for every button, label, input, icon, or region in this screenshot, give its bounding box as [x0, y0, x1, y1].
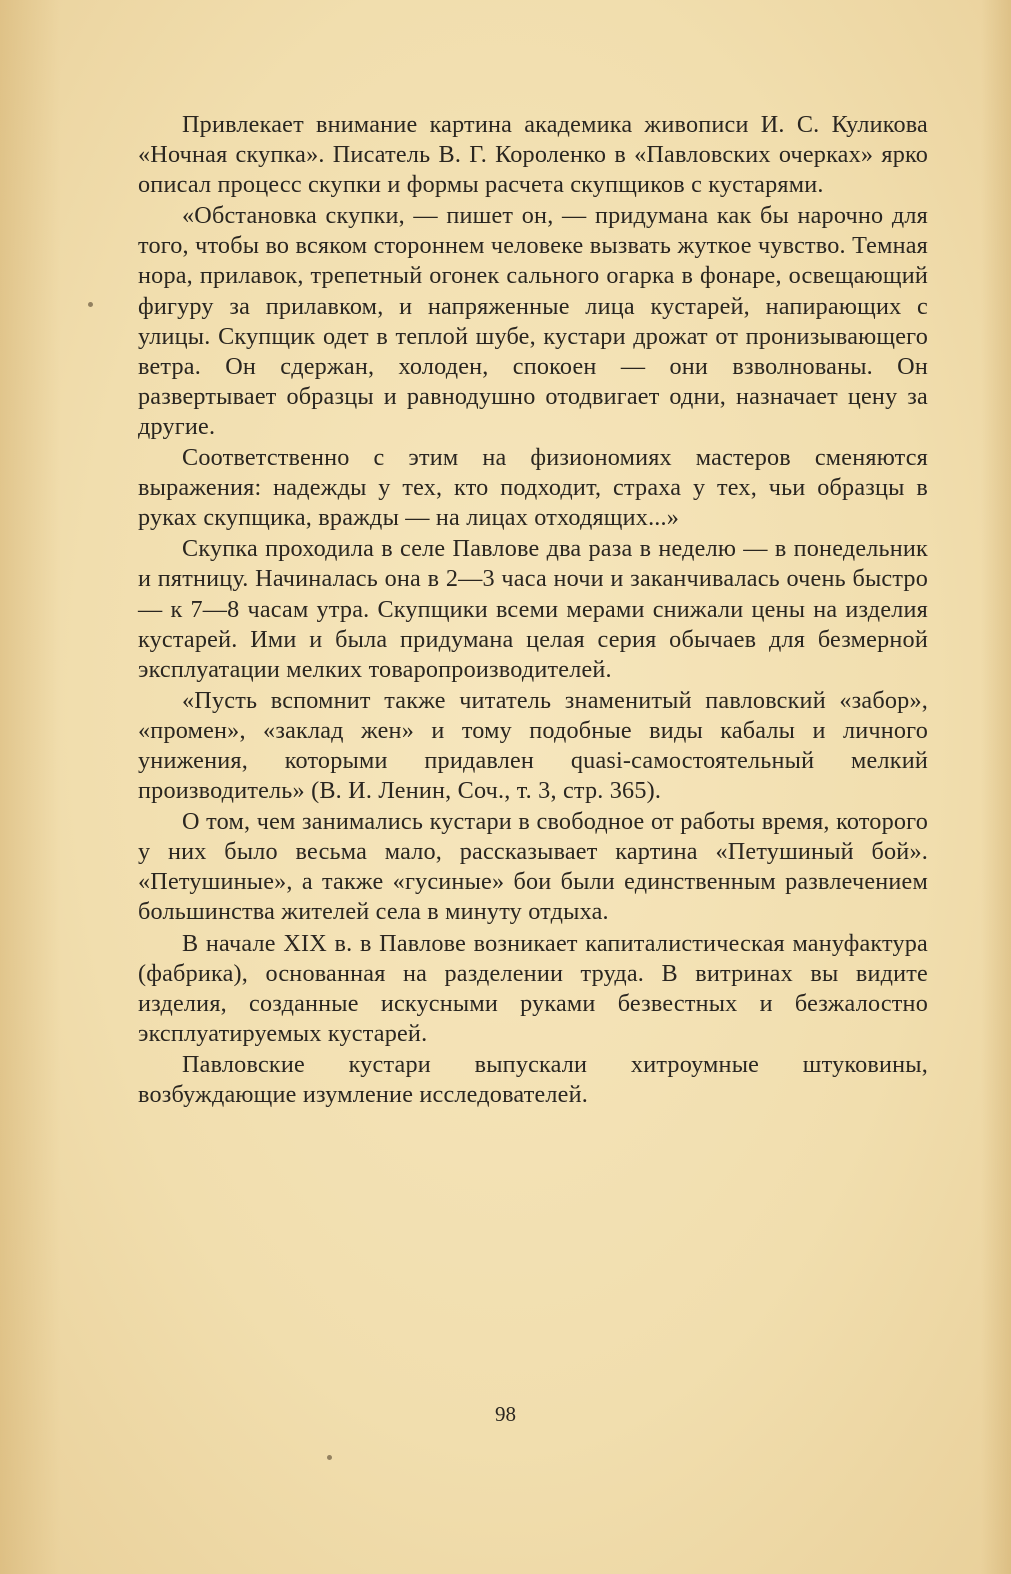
page-number: 98	[495, 1402, 516, 1426]
paragraph-5: «Пусть вспомнит также читатель знаменитый павловский «забор», «промен», «заклад жен» и тому подобные виды кабалы и личного унижения, которыми придавлен quasi-самостоятельный мелкий производитель» (В. И. Ленин, Соч., т. 3, стр. 365).	[138, 686, 928, 805]
paragraph-8: Павловские кустари выпускали хитроумные штуковины, возбуждающие изумление исследователей.	[138, 1050, 928, 1108]
ink-speck	[327, 1455, 332, 1460]
paragraph-1: Привлекает внимание картина академика живописи И. С. Куликова «Ночная скупка». Писатель В. Г. Короленко в «Павловских очерках» ярко описал процесс скупки и формы расчета скупщиков с кустарями.	[138, 111, 928, 199]
paragraph-4: Скупка проходила в селе Павлове два раза в неделю — в понедельник и пятницу. Начиналась она в 2—3 часа ночи и заканчивалась очень быстро — к 7—8 часам утра. Скупщики всеми мерами снижали цены на изделия кустарей. Ими и была придумана целая серия обычаев для безмерной эксплуатации мелких товаропроизводителей.	[138, 535, 928, 683]
paragraph-6: О том, чем занимались кустари в свободное от работы время, которого у них было весьма мало, рассказывает картина «Петушиный бой». «Петушиные», а также «гусиные» бои были единственным развлечением большинства жителей села в минуту отдыха.	[138, 808, 928, 926]
paragraph-3: Соответственно с этим на физиономиях мастеров сменяются выражения: надежды у тех, кто подходит, страха у тех, чьи образцы в руках скупщика, вражды — на лицах отходящих...»	[138, 444, 928, 532]
paragraph-7: В начале XIX в. в Павлове возникает капиталистическая мануфактура (фабрика), основанная на разделении труда. В витринах вы видите изделия, созданные искусными руками безвестных и безжалостно эксплуатируемых кустарей.	[138, 929, 928, 1047]
paragraph-2: «Обстановка скупки, — пишет он, — придумана как бы нарочно для того, чтобы во всяком стороннем человеке вызвать жуткое чувство. Темная нора, прилавок, трепетный огонек сального огарка в фонаре, освещающий фигуру за прилавком, и напряженные лица кустарей, напирающих с улицы. Скупщик одет в теплой шубе, кустари дрожат от пронизывающего ветра. Он сдержан, холоден, спокоен — они взволнованы. Он развертывает образцы и равнодушно отодвигает одни, назначает цену за другие.	[138, 202, 928, 440]
page-text	[138, 110, 928, 1110]
ink-speck	[88, 302, 93, 307]
